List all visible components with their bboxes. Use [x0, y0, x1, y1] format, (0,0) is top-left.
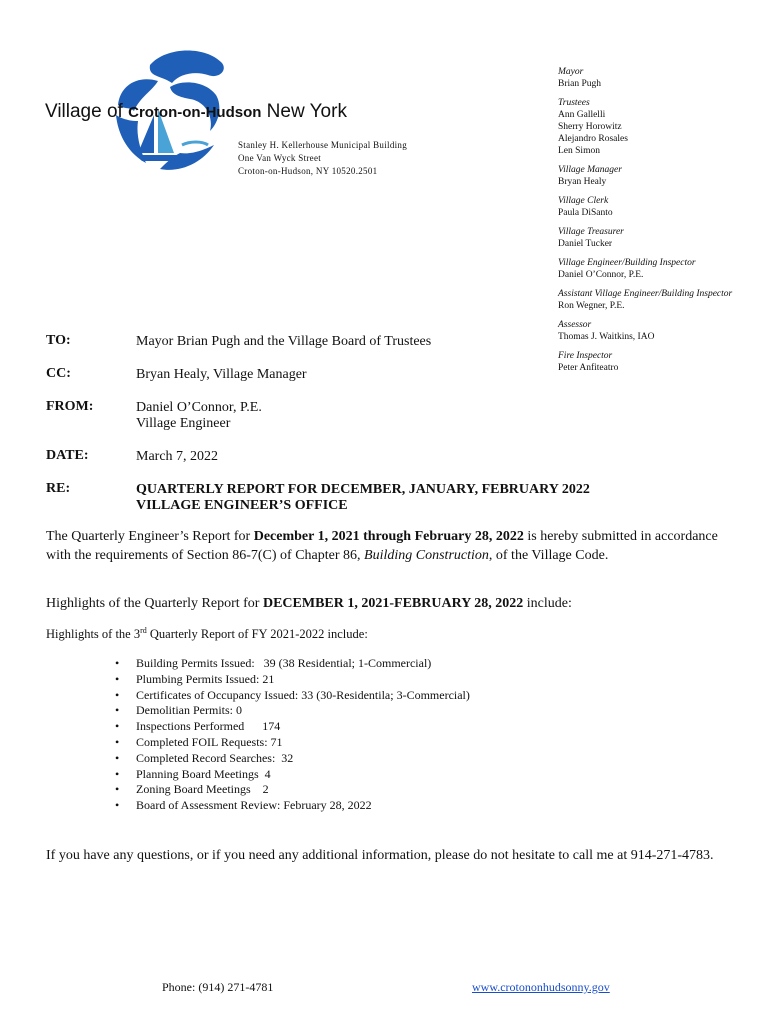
official-name: Len Simon [558, 146, 600, 156]
list-item: • Demolitian Permits: 0 [113, 703, 470, 719]
official-group-fire-inspector [558, 350, 768, 374]
official-title: Village Clerk [558, 196, 609, 206]
from-label: FROM: [46, 399, 94, 414]
list-item: • Certificates of Occupancy Issued: 33 (30-Residentila; 3-Commercial) [113, 688, 470, 704]
re-value-line1: QUARTERLY REPORT FOR DECEMBER, JANUARY, FEBRUARY 2022 [136, 482, 590, 497]
municipal-address [238, 139, 407, 178]
official-name: Ron Wegner, P.E. [558, 301, 625, 311]
quarter-text: Highlights of the 3 [46, 627, 141, 642]
cc-value: Bryan Healy, Village Manager [136, 367, 307, 382]
website-link[interactable]: www.crotononhudsonny.gov [472, 980, 610, 994]
footer-phone: Phone: (914) 271-4781 [162, 980, 274, 994]
highlights-list [113, 656, 470, 814]
official-title: Village Engineer/Building Inspector [558, 258, 696, 268]
official-title: Village Manager [558, 165, 622, 175]
list-item: • Completed Record Searches: 32 [113, 751, 470, 767]
date-value: March 7, 2022 [136, 449, 219, 464]
intro-period: December 1, 2021 through February 28, 2022 [253, 529, 524, 544]
list-item: • Building Permits Issued: 39 (38 Residential; 1-Commercial) [113, 656, 470, 672]
cc-label: CC: [46, 366, 71, 381]
date-label: DATE: [46, 448, 89, 463]
quarter-text: Quarterly Report of FY 2021-2022 include: [146, 627, 368, 642]
address-line: Croton-on-Hudson, NY 10520.2501 [238, 166, 378, 176]
official-title: Fire Inspector [558, 351, 613, 361]
village-prefix: Village of [45, 101, 129, 122]
official-group-clerk [558, 195, 768, 219]
official-name: Alejandro Rosales [558, 134, 628, 144]
highlights-period: DECEMBER 1, 2021-FEBRUARY 28, 2022 [262, 596, 524, 611]
re-value-line2: VILLAGE ENGINEER’S OFFICE [136, 498, 348, 513]
village-name: Croton-on-Hudson [128, 104, 262, 121]
from-value-title: Village Engineer [136, 416, 231, 431]
intro-chapter-title: Building Construction [364, 548, 489, 563]
highlights-text: Highlights of the Quarterly Report for [46, 596, 263, 611]
intro-text: , of the Village Code. [488, 548, 609, 563]
list-item: • Board of Assessment Review: February 28, 2022 [113, 798, 470, 814]
intro-text: The Quarterly Engineer’s Report for [46, 529, 254, 544]
official-group-assessor [558, 319, 768, 343]
official-title: Village Treasurer [558, 227, 624, 237]
report-intro-paragraph [46, 527, 736, 565]
official-name: Peter Anfiteatro [558, 363, 619, 373]
address-line: Stanley H. Kellerhouse Municipal Building [238, 140, 408, 150]
official-name: Thomas J. Waitkins, IAO [558, 332, 655, 342]
official-title: Mayor [558, 67, 584, 77]
intro-text: is hereby submitted in accordance with the requirements of Section 86-7(C) of Chapter 86, [46, 529, 718, 563]
list-item: • Plumbing Permits Issued: 21 [113, 672, 470, 688]
official-group-assistant-engineer [558, 288, 768, 312]
official-name: Paula DiSanto [558, 208, 613, 218]
address-line: One Van Wyck Street [238, 153, 322, 163]
official-title: Trustees [558, 98, 590, 108]
official-name: Bryan Healy [558, 177, 607, 187]
list-item: • Planning Board Meetings 4 [113, 767, 470, 783]
official-group-manager [558, 164, 768, 188]
official-name: Daniel O’Connor, P.E. [558, 270, 644, 280]
officials-list [558, 66, 768, 381]
official-name: Daniel Tucker [558, 239, 613, 249]
re-label: RE: [46, 481, 71, 496]
list-item: • Completed FOIL Requests: 71 [113, 735, 470, 751]
list-item: • Zoning Board Meetings 2 [113, 782, 470, 798]
quarter-highlights-heading [46, 626, 368, 642]
from-value-name: Daniel O’Connor, P.E. [136, 400, 262, 415]
to-label: TO: [46, 333, 71, 348]
quarter-ordinal: rd [140, 626, 147, 635]
official-group-treasurer [558, 226, 768, 250]
official-name: Brian Pugh [558, 79, 602, 89]
official-group-trustees [558, 97, 768, 157]
official-name: Ann Gallelli [558, 110, 606, 120]
closing-paragraph: If you have any questions, or if you need any additional information, please do not hesitate to call me at 914-271-4783. [46, 848, 714, 863]
list-item: • Inspections Performed 174 [113, 719, 470, 735]
highlights-heading [46, 594, 736, 613]
to-value: Mayor Brian Pugh and the Village Board of Trustees [136, 334, 432, 349]
official-title: Assistant Village Engineer/Building Inspector [558, 289, 733, 299]
official-group-mayor [558, 66, 768, 90]
village-suffix: New York [261, 101, 347, 122]
official-group-engineer [558, 257, 768, 281]
official-title: Assessor [558, 320, 592, 330]
village-heading [45, 101, 347, 123]
highlights-text: include: [523, 596, 572, 611]
official-name: Sherry Horowitz [558, 122, 622, 132]
